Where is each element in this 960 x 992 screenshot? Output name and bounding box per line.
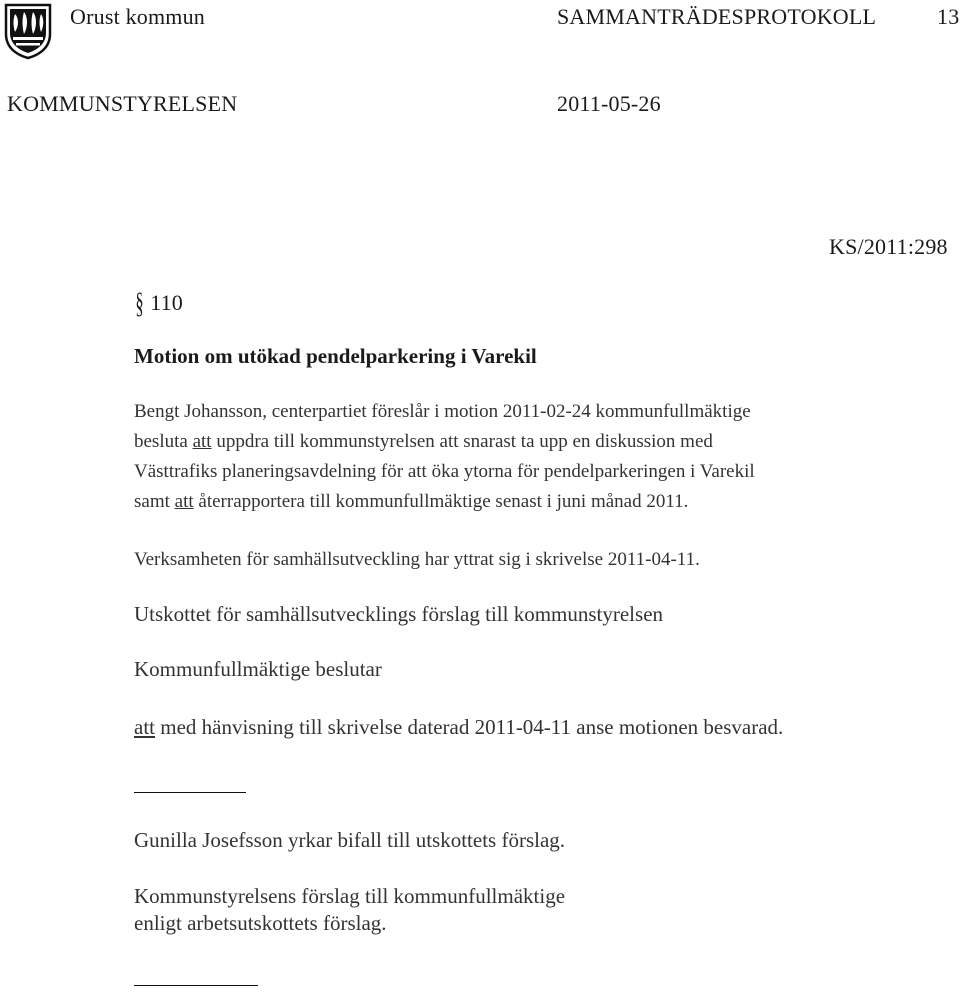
motion-line-4-end: återrapportera till kommunfullmäktige senast i juni månad 2011.: [193, 491, 689, 512]
municipality-name: Orust kommun: [70, 4, 206, 29]
motion-line-1: Bengt Johansson, centerpartiet föreslår i motion 2011-02-24 kommunfullmäktige: [134, 401, 751, 422]
motion-line-2-start: besluta: [134, 431, 193, 452]
decision-paragraph: [134, 713, 783, 741]
motion-line-4: [134, 488, 688, 516]
motion-line-2-end: uppdra till kommunstyrelsen att snarast ta upp en diskussion med: [211, 431, 713, 452]
att-keyword: att: [192, 431, 212, 452]
att-keyword: att: [134, 715, 155, 739]
section-title: Motion om utökad pendelparkering i Varekil: [134, 344, 537, 368]
separator-line: [134, 985, 258, 986]
section-number: [134, 285, 183, 320]
statement-paragraph: Verksamheten för samhällsutveckling har yttrat sig i skrivelse 2011-04-11.: [134, 549, 700, 570]
board-proposal-line-1: Kommunstyrelsens förslag till kommunfullmäktige: [134, 884, 566, 908]
motion-line-2: [134, 428, 713, 456]
case-number: KS/2011:298: [829, 234, 948, 259]
page-number: 13: [937, 4, 960, 29]
section-number-value: 110: [150, 290, 183, 315]
att-keyword: att: [174, 491, 194, 512]
decision-text: med hänvisning till skrivelse daterad 2011-04-11 anse motionen besvarad.: [155, 715, 784, 739]
board-proposal-line-2: enligt arbetsutskottets förslag.: [134, 911, 387, 935]
protocol-title: SAMMANTRÄDESPROTOKOLL: [557, 4, 877, 29]
municipality-coat-of-arms-logo: [3, 2, 53, 60]
motion-line-3: Västtrafiks planeringsavdelning för att öka ytorna för pendelparkeringen i Varekil: [134, 461, 755, 482]
committee-proposal-heading: Utskottet för samhällsutvecklings förslag till kommunstyrelsen: [134, 602, 664, 626]
section-symbol: §: [135, 285, 144, 320]
committee-name: KOMMUNSTYRELSEN: [7, 91, 238, 116]
separator-line: [134, 792, 246, 793]
motion-line-4-start: samt: [134, 491, 175, 512]
council-decides-heading: Kommunfullmäktige beslutar: [134, 657, 382, 681]
motion-support-paragraph: Gunilla Josefsson yrkar bifall till utskottets förslag.: [134, 828, 566, 852]
meeting-date: 2011-05-26: [557, 91, 661, 116]
